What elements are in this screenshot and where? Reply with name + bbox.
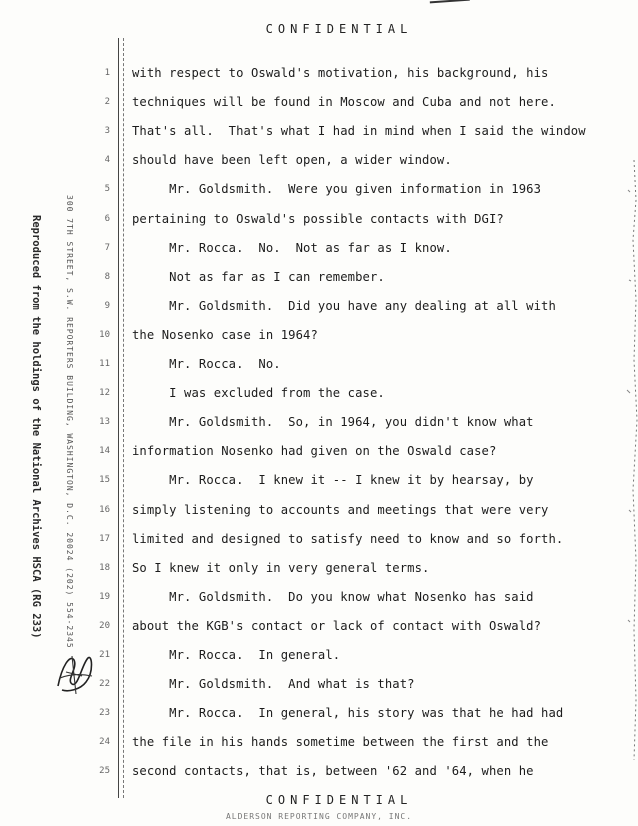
line-number: 3 [104, 126, 110, 137]
line-number: 16 [99, 504, 110, 515]
page-number-mark [430, 0, 470, 9]
transcript-line: Mr. Rocca. In general. [132, 648, 341, 662]
reporting-company: ALDERSON REPORTING COMPANY, INC. [225, 812, 413, 821]
transcript-line: Mr. Goldsmith. And what is that? [132, 677, 415, 692]
line-number: 19 [99, 591, 110, 602]
transcript-line: information Nosenko had given on the Oswald case? [132, 444, 497, 459]
transcript-line: So I knew it only in very general terms. [132, 560, 430, 575]
margin-rule-dashed [123, 38, 125, 798]
transcript-line: the file in his hands sometime between the first and the [132, 735, 549, 750]
scan-edge-artifact [624, 160, 638, 760]
transcript-line: Mr. Rocca. No. [132, 357, 281, 371]
transcript-line: Mr. Goldsmith. Did you have any dealing at all with [132, 298, 556, 313]
line-number: 17 [99, 533, 110, 544]
line-number: 6 [104, 213, 110, 224]
transcript-line: pertaining to Oswald's possible contacts with DGI? [132, 211, 504, 226]
line-number: 9 [104, 300, 110, 311]
footer-confidential: CONFIDENTIAL [265, 793, 413, 807]
transcript-line: That's all. That's what I had in mind when I said the window [132, 124, 586, 139]
line-number: 4 [104, 155, 110, 166]
line-number: 23 [99, 708, 110, 719]
reporter-address: 300 7TH STREET, S.W. REPORTERS BUILDING, WASHINGTON, D.C. 20024 (202) 554-2345 [65, 195, 74, 649]
handwritten-initials [52, 646, 98, 698]
transcript-line: Not as far as I can remember. [132, 269, 385, 284]
line-number: 14 [99, 446, 110, 457]
line-number: 22 [99, 679, 110, 690]
transcript-line: Mr. Rocca. In general, his story was that he had had [132, 706, 564, 721]
line-number: 12 [99, 388, 110, 399]
line-number: 10 [99, 329, 110, 340]
transcript-line: techniques will be found in Moscow and Cuba and not here. [132, 95, 556, 110]
line-number: 18 [99, 562, 110, 573]
line-number: 8 [104, 271, 110, 282]
margin-rule [118, 38, 119, 798]
transcript-line: Mr. Goldsmith. So, in 1964, you didn't know what [132, 415, 534, 430]
transcript-line: Mr. Rocca. No. Not as far as I know. [132, 240, 452, 255]
transcript-line: simply listening to accounts and meetings that were very [132, 502, 549, 517]
transcript-line: I was excluded from the case. [132, 386, 385, 401]
transcript-line: Mr. Rocca. I knew it -- I knew it by hearsay, by [132, 473, 534, 488]
line-number: 1 [104, 68, 110, 78]
header-confidential: CONFIDENTIAL [265, 22, 413, 36]
transcript-line: with respect to Oswald's motivation, his background, his [132, 66, 549, 80]
line-number: 13 [99, 417, 110, 428]
line-number: 7 [104, 242, 110, 253]
archive-reproduction-note: Reproduced from the holdings of the National Archives HSCA (RG 233) [30, 215, 42, 639]
transcript-line: the Nosenko case in 1964? [132, 327, 318, 342]
line-number: 11 [99, 359, 110, 369]
transcript-line: limited and designed to satisfy need to know and so forth. [132, 531, 564, 546]
line-number: 15 [99, 475, 110, 486]
line-number: 2 [104, 97, 110, 108]
line-number: 25 [99, 766, 110, 777]
transcript-line: should have been left open, a wider window. [132, 153, 452, 168]
transcript-line: second contacts, that is, between '62 and '64, when he [132, 764, 534, 779]
transcript-line: about the KGB's contact or lack of contact with Oswald? [132, 618, 542, 633]
line-number: 20 [99, 620, 110, 631]
line-number: 5 [104, 184, 110, 195]
line-number: 24 [99, 737, 110, 748]
line-number: 21 [99, 650, 110, 660]
transcript-line: Mr. Goldsmith. Do you know what Nosenko has said [132, 589, 534, 604]
transcript-line: Mr. Goldsmith. Were you given information in 1963 [132, 182, 542, 197]
